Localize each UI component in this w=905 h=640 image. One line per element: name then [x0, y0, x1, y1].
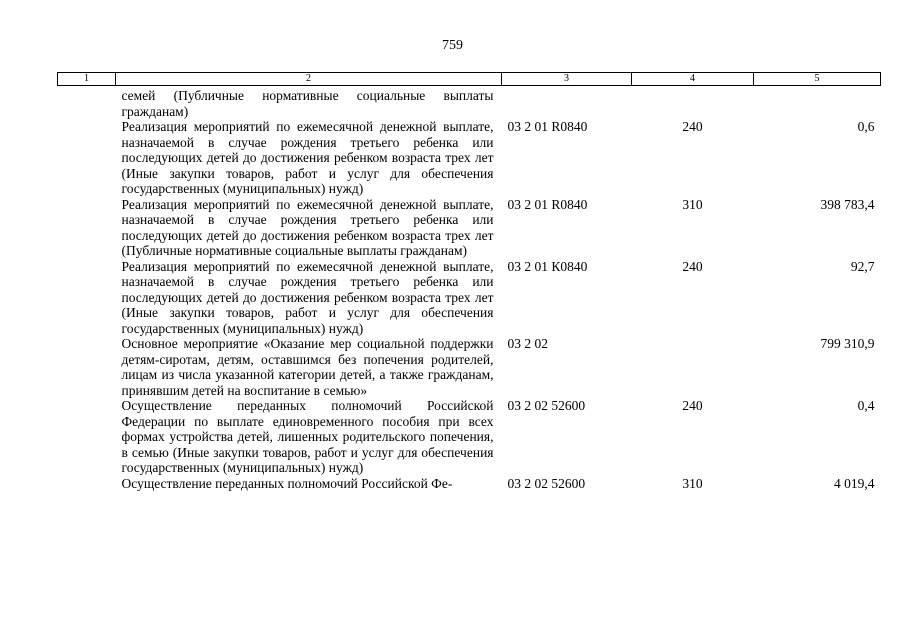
item-code: 03 2 02 52600 — [507, 398, 586, 413]
item-amount: 0,4 — [857, 398, 875, 413]
row-number-cell — [58, 197, 116, 259]
table-row — [58, 119, 881, 197]
table-row — [58, 336, 881, 398]
item-type: 310 — [682, 196, 703, 212]
item-code: 03 2 01 R0840 — [507, 119, 588, 134]
row-number-cell — [58, 119, 116, 197]
item-amount: 398 783,4 — [820, 196, 875, 212]
item-name: Реализация мероприятий по ежемесячной денежной выплате, назначаемой в случае рождения третьего ребенка или последующих детей до достижения ребенком возраста трех лет (Иные закупки товаров, работ и услуг для обеспечения государственных (муниципальных) нужд) — [121, 258, 494, 336]
row-number-cell — [58, 476, 116, 492]
item-code: 03 2 01 R0840 — [507, 196, 588, 212]
item-name: Осуществление переданных полномочий Российской Федерации по выплате единовременного пособия при всех формах устройства детей, лишенных родительского попечения, в семью (Иные закупки товаров, работ и услуг для обеспечения государственных (муниципальных) нужд) — [121, 398, 494, 475]
table-row — [58, 398, 881, 476]
table-row — [58, 197, 881, 259]
item-type: 240 — [682, 258, 703, 274]
item-name: Основное мероприятие «Оказание мер социальной поддержки детям-сиротам, детям, оставшимся без попечения родителей, лицам из числа указанной категории детей, а также гражданам, принявшим детей на воспитание в семью» — [121, 336, 494, 398]
header-col-2: 2 — [116, 73, 502, 86]
item-code — [502, 86, 632, 120]
item-type — [632, 336, 754, 398]
header-col-4: 4 — [632, 73, 754, 86]
row-number-cell — [58, 398, 116, 476]
item-code: 03 2 02 — [507, 336, 548, 351]
table-row — [58, 86, 881, 120]
header-col-5: 5 — [754, 73, 881, 86]
item-type: 310 — [682, 475, 703, 491]
item-amount — [754, 86, 881, 120]
table-row — [58, 259, 881, 337]
item-type — [632, 86, 754, 120]
row-number-cell — [58, 259, 116, 337]
budget-table — [57, 72, 881, 491]
row-number-cell — [58, 336, 116, 398]
item-code: 03 2 01 К0840 — [507, 258, 588, 274]
item-amount: 0,6 — [857, 119, 875, 134]
page-number: 759 — [442, 38, 463, 53]
item-amount: 799 310,9 — [820, 336, 875, 351]
row-number-cell — [58, 86, 116, 120]
item-name: семей (Публичные нормативные социальные выплаты гражданам) — [121, 88, 494, 119]
item-name: Реализация мероприятий по ежемесячной денежной выплате, назначаемой в случае рождения третьего ребенка или последующих детей до достижения ребенком возраста трех лет (Иные закупки товаров, работ и услуг для обеспечения государственных (муниципальных) нужд) — [121, 119, 494, 196]
item-amount: 92,7 — [850, 258, 875, 274]
table-row — [58, 476, 881, 492]
item-type: 240 — [682, 398, 703, 413]
item-name: Реализация мероприятий по ежемесячной денежной выплате, назначаемой в случае рождения третьего ребенка или последующих детей до достижения ребенком возраста трех лет (Публичные нормативные социальные выплаты гражданам) — [121, 196, 494, 258]
header-row — [58, 73, 881, 86]
header-col-1: 1 — [58, 73, 116, 86]
header-col-3: 3 — [502, 73, 632, 86]
item-name: Осуществление переданных полномочий Российской Фе- — [121, 475, 453, 491]
item-type: 240 — [682, 119, 703, 134]
item-amount: 4 019,4 — [834, 475, 875, 491]
item-code: 03 2 02 52600 — [507, 475, 586, 491]
